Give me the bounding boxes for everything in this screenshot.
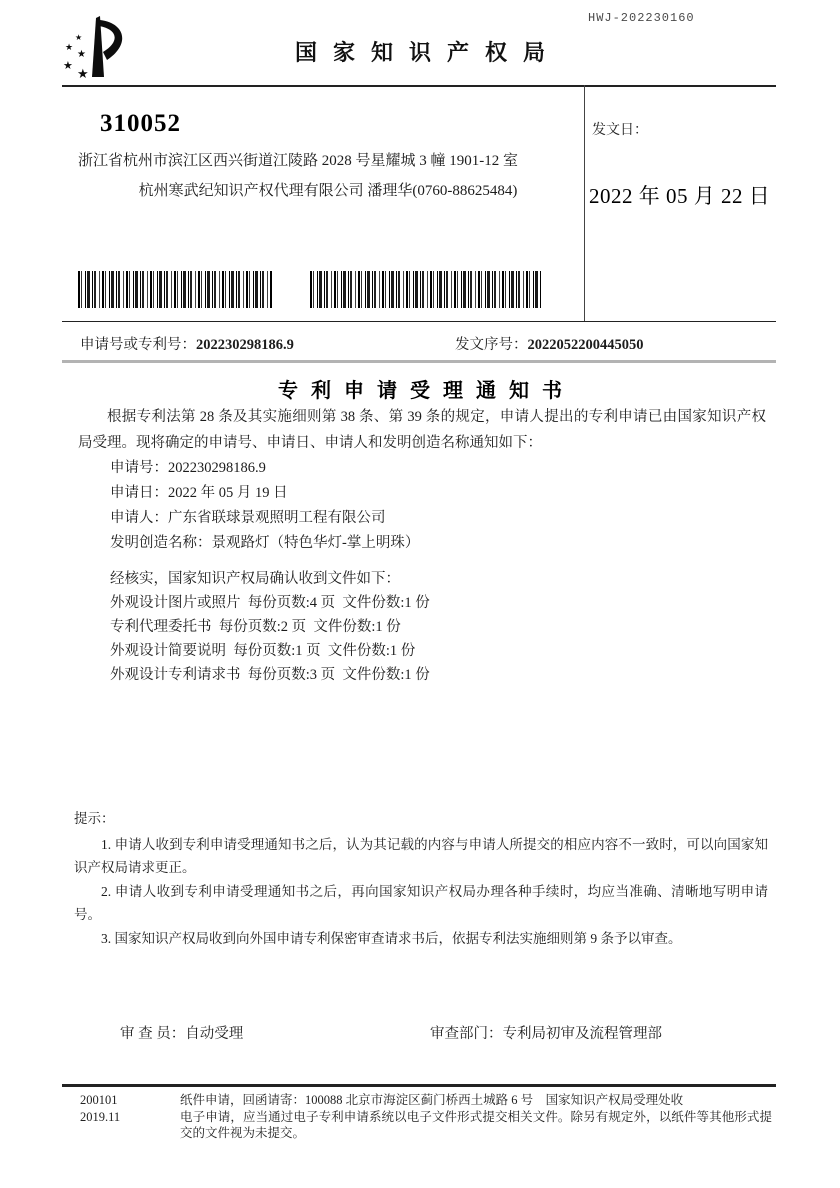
serial-number-value: 2022052200445050 xyxy=(527,337,644,353)
tip-item-2: 2. 申请人收到专利申请受理通知书之后，再向国家知识产权局办理各种手续时，均应当准确、清晰地写明申请号。 xyxy=(74,883,768,922)
notice-title: 专利申请受理通知书 xyxy=(278,380,575,402)
header-divider xyxy=(62,85,776,87)
application-number-field xyxy=(80,333,294,354)
received-files-intro: 经核实，国家知识产权局确认收到文件如下： xyxy=(110,571,400,587)
received-file-item: 外观设计图片或照片 每份页数:4 页 文件份数:1 份 xyxy=(110,595,430,611)
serial-number-field xyxy=(455,333,644,354)
document-ref-number: HWJ-202230160 xyxy=(588,11,695,25)
examiner-value: 自动受理 xyxy=(185,1026,244,1042)
detail-application-date: 申请日：2022 年 05 月 19 日 xyxy=(110,485,288,501)
received-files-section xyxy=(110,567,430,687)
application-details-list xyxy=(110,456,419,556)
application-number-label: 申请号或专利号： xyxy=(80,337,196,353)
footer-divider xyxy=(62,1084,776,1087)
footer-line-electronic: 电子申请，应当通过电子专利申请系统以电子文件形式提交相关文件。除另有规定外，以纸件等其他形式提交的文件视为未提交。 xyxy=(180,1109,772,1140)
tip-item-1: 1. 申请人收到专利申请受理通知书之后，认为其记载的内容与申请人所提交的相应内容不一致时，可以向国家知识产权局请求更正。 xyxy=(74,836,768,875)
footer-form-codes xyxy=(80,1092,120,1125)
examiner-field xyxy=(120,1022,243,1043)
detail-applicant: 申请人：广东省联球景观照明工程有限公司 xyxy=(110,510,386,526)
barcode-serial xyxy=(310,271,541,308)
tip-item-3: 3. 国家知识产权局收到向外国申请专利保密审查请求书后，依据专利法实施细则第 9 条予以审查。 xyxy=(101,930,682,946)
svg-text:★: ★ xyxy=(77,66,89,81)
tips-section xyxy=(74,807,768,950)
barcode-application xyxy=(78,271,272,308)
svg-text:★: ★ xyxy=(75,33,83,42)
thick-gray-divider xyxy=(62,360,776,363)
page-title: 国家知识产权局 xyxy=(294,40,561,65)
svg-text:★: ★ xyxy=(63,60,73,72)
examiner-label: 审 查 员： xyxy=(120,1026,186,1042)
issue-date-label: 发文日： xyxy=(592,123,648,138)
footer-instructions xyxy=(180,1092,772,1142)
mid-divider xyxy=(62,321,776,322)
received-file-item: 外观设计简要说明 每份页数:1 页 文件份数:1 份 xyxy=(110,643,416,659)
detail-application-number: 申请号：202230298186.9 xyxy=(110,460,266,476)
notice-intro-paragraph: 根据专利法第 28 条及其实施细则第 38 条、第 39 条的规定，申请人提出的专利申请已由国家知识产权局受理。现将确定的申请号、申请日、申请人和发明创造名称通知如下： xyxy=(78,409,766,451)
received-file-item: 专利代理委托书 每份页数:2 页 文件份数:1 份 xyxy=(110,619,401,635)
detail-invention-name: 发明创造名称：景观路灯（特色华灯-掌上明珠） xyxy=(110,535,420,551)
serial-number-label: 发文序号： xyxy=(455,337,528,353)
footer-line-paper: 纸件申请，回函请寄：100088 北京市海淀区蓟门桥西土城路 6 号 国家知识产权局受理处收 xyxy=(180,1093,684,1107)
svg-text:★: ★ xyxy=(77,49,86,60)
footer-code: 2019.11 xyxy=(80,1109,121,1124)
recipient-agency: 杭州寒武纪知识产权代理有限公司 潘理华(0760-88625484) xyxy=(138,183,518,199)
date-box-divider xyxy=(584,85,585,321)
footer-code: 200101 xyxy=(80,1093,118,1107)
application-number-value: 202230298186.9 xyxy=(196,337,294,353)
recipient-address: 浙江省杭州市滨江区西兴街道江陵路 2028 号星耀城 3 幢 1901-12 室 xyxy=(78,153,518,169)
recipient-postcode: 310052 xyxy=(100,110,181,137)
department-label: 审查部门： xyxy=(430,1026,503,1042)
department-field xyxy=(430,1022,662,1043)
svg-text:★: ★ xyxy=(65,42,74,52)
department-value: 专利局初审及流程管理部 xyxy=(502,1026,662,1042)
issue-date-value: 2022 年 05 月 22 日 xyxy=(589,184,771,208)
tips-label: 提示： xyxy=(74,811,115,826)
received-file-item: 外观设计专利请求书 每份页数:3 页 文件份数:1 份 xyxy=(110,667,430,683)
